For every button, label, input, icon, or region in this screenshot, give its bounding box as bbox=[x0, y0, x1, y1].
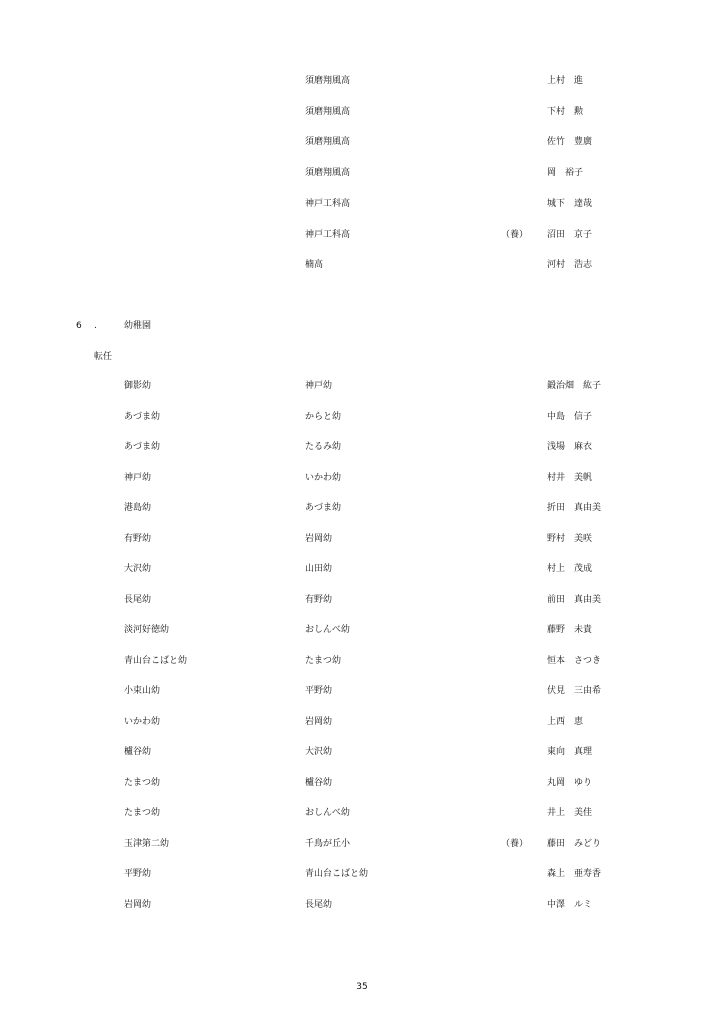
cell-name: 下村 勲 bbox=[547, 106, 584, 117]
list-row bbox=[0, 194, 724, 214]
cell-from: あづま幼 bbox=[124, 442, 161, 452]
cell-name: 丸岡 ゆり bbox=[547, 777, 593, 788]
cell-from: 平野幼 bbox=[124, 869, 152, 879]
list-row bbox=[0, 895, 724, 915]
cell-name: 鍛治畑 紘子 bbox=[547, 381, 602, 391]
section-title: 幼稚園 bbox=[124, 321, 152, 331]
list-row bbox=[0, 132, 724, 152]
list-row bbox=[0, 102, 724, 122]
page-number: 35 bbox=[356, 982, 368, 992]
cell-to: たるみ幼 bbox=[305, 442, 342, 452]
cell-from: 小束山幼 bbox=[124, 686, 161, 696]
cell-name: 上村 進 bbox=[547, 76, 584, 86]
cell-name: 岡 裕子 bbox=[547, 168, 584, 179]
cell-from: 有野幼 bbox=[124, 533, 152, 544]
cell-to: 楠高 bbox=[305, 260, 324, 271]
cell-to: たまつ幼 bbox=[305, 655, 342, 666]
cell-to: 岩岡幼 bbox=[305, 533, 333, 544]
cell-name: 恒本 さつき bbox=[547, 655, 602, 666]
cell-to: 須磨翔風高 bbox=[305, 168, 351, 179]
cell-from: 淡河好徳幼 bbox=[124, 625, 170, 635]
cell-to: 須磨翔風高 bbox=[305, 137, 351, 148]
cell-to: 山田幼 bbox=[305, 564, 333, 574]
cell-to: 神戸工科高 bbox=[305, 229, 351, 240]
cell-to: 平野幼 bbox=[305, 686, 333, 696]
list-row bbox=[0, 529, 724, 549]
cell-note: （養） bbox=[501, 838, 529, 849]
cell-to: あづま幼 bbox=[305, 503, 342, 513]
cell-name: 藤田 みどり bbox=[547, 838, 602, 849]
cell-to: いかわ幼 bbox=[305, 472, 342, 483]
cell-to: 須磨翔風高 bbox=[305, 76, 351, 86]
cell-to: 岩岡幼 bbox=[305, 716, 333, 727]
cell-to: 青山台こばと幼 bbox=[305, 869, 369, 879]
section-number-dot: . bbox=[94, 321, 97, 331]
cell-to: 神戸工科高 bbox=[305, 198, 351, 209]
cell-name: 村上 茂成 bbox=[547, 564, 593, 574]
cell-to: からと幼 bbox=[305, 411, 342, 422]
cell-name: 沼田 京子 bbox=[547, 229, 593, 240]
cell-name: 森上 亜寿香 bbox=[547, 869, 602, 879]
list-row bbox=[0, 773, 724, 793]
list-row bbox=[0, 498, 724, 518]
cell-from: たまつ幼 bbox=[124, 777, 161, 788]
cell-from: 岩岡幼 bbox=[124, 899, 152, 910]
cell-to: 有野幼 bbox=[305, 594, 333, 605]
cell-to: 大沢幼 bbox=[305, 747, 333, 757]
cell-name: 佐竹 豊廣 bbox=[547, 137, 593, 148]
list-row bbox=[0, 407, 724, 427]
cell-name: 井上 美佳 bbox=[547, 808, 593, 818]
cell-name: 野村 美咲 bbox=[547, 533, 593, 544]
cell-from: 玉津第二幼 bbox=[124, 838, 170, 849]
cell-note: （養） bbox=[501, 229, 529, 240]
list-row bbox=[0, 559, 724, 579]
cell-to: おしんべ幼 bbox=[305, 625, 350, 635]
list-row bbox=[0, 590, 724, 610]
cell-name: 東向 真理 bbox=[547, 747, 593, 757]
cell-from: 櫨谷幼 bbox=[124, 747, 152, 757]
cell-name: 浅場 麻衣 bbox=[547, 442, 593, 452]
list-row bbox=[0, 803, 724, 823]
list-row bbox=[0, 864, 724, 884]
cell-to: おしんべ幼 bbox=[305, 808, 350, 818]
cell-name: 藤野 未貴 bbox=[547, 625, 593, 635]
list-row bbox=[0, 620, 724, 640]
list-row bbox=[0, 468, 724, 488]
cell-name: 河村 浩志 bbox=[547, 260, 593, 271]
list-row bbox=[0, 376, 724, 396]
list-row bbox=[0, 742, 724, 762]
cell-name: 城下 達哉 bbox=[547, 198, 593, 209]
cell-to: 櫨谷幼 bbox=[305, 777, 333, 788]
cell-from: いかわ幼 bbox=[124, 716, 161, 727]
list-row bbox=[0, 437, 724, 457]
cell-to: 須磨翔風高 bbox=[305, 106, 351, 117]
cell-from: 長尾幼 bbox=[124, 594, 152, 605]
cell-name: 中澤 ルミ bbox=[547, 899, 593, 910]
cell-from: 神戸幼 bbox=[124, 472, 152, 483]
list-row bbox=[0, 712, 724, 732]
cell-name: 前田 真由美 bbox=[547, 594, 602, 605]
cell-to: 千鳥が丘小 bbox=[305, 838, 351, 849]
cell-from: たまつ幼 bbox=[124, 808, 161, 818]
list-row bbox=[0, 71, 724, 91]
cell-name: 中島 信子 bbox=[547, 411, 593, 422]
list-row bbox=[0, 163, 724, 183]
list-row bbox=[0, 651, 724, 671]
cell-from: 大沢幼 bbox=[124, 564, 152, 574]
cell-to: 神戸幼 bbox=[305, 381, 333, 391]
cell-name: 伏見 三由希 bbox=[547, 686, 602, 696]
cell-name: 上西 恵 bbox=[547, 716, 584, 727]
cell-to: 長尾幼 bbox=[305, 899, 333, 910]
cell-from: 御影幼 bbox=[124, 381, 152, 391]
cell-name: 村井 美帆 bbox=[547, 472, 593, 483]
cell-name: 折田 真由美 bbox=[547, 503, 602, 513]
subheading-transfer: 転任 bbox=[94, 352, 113, 362]
list-row bbox=[0, 225, 724, 245]
cell-from: 港島幼 bbox=[124, 503, 152, 513]
cell-from: あづま幼 bbox=[124, 411, 161, 422]
list-row bbox=[0, 255, 724, 275]
cell-from: 青山台こばと幼 bbox=[124, 655, 188, 666]
list-row bbox=[0, 681, 724, 701]
section-number: 6 bbox=[76, 321, 82, 331]
list-row bbox=[0, 834, 724, 854]
